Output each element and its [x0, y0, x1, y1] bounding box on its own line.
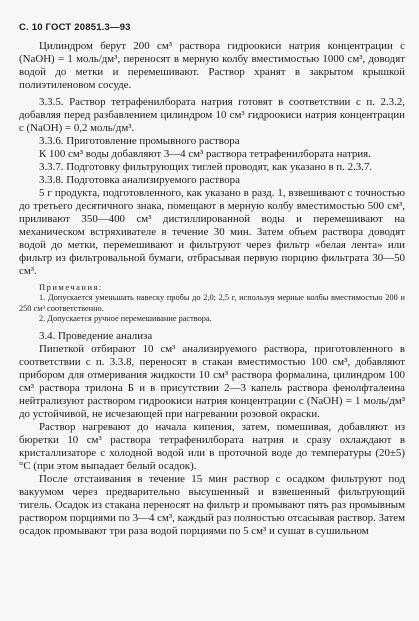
- paragraph-3-3-7: 3.3.7. Подготовку фильтрующих тиглей проводят, как указано в п. 2.3.7.: [39, 161, 373, 173]
- note-1: 1. Допускается уменьшать навеску пробы до 2,0; 2,5 г, используя мерные колбы вместимостью 200 и 250 см³ соответственно.: [19, 293, 405, 313]
- paragraph-sample-preparation: 5 г продукта, подготовленного, как указано в разд. 1, взвешивают с точностью до третьего десятичного знака, помещают в мерную колбу вместимостью 500 см³, приливают 350—400 см³ дистиллированной воды и перемешивают на механическом встряхивателе в течение 30 мин. Затем объем раствора доводят водой до метки, перемешивают и фильтруют через фильтр «белая лента» или фильтр из фильтровальной бумаги, отбрасывая первую порцию фильтрата 30—50 см³.: [19, 187, 405, 277]
- paragraph-naoh-solution: Цилиндром берут 200 см³ раствора гидроокиси натрия концентрации с (NaOH) = 1 моль/дм³, переносят в мерную колбу вместимостью 1000 см³, доводят водой до метки и перемешивают. Раствор хранят в закрытом крышкой полиэтиленовом сосуде.: [19, 40, 405, 91]
- section-3-3-8-heading: 3.3.8. Подготовка анализируемого раствора: [39, 174, 240, 186]
- section-3-4-heading: 3.4. Проведение анализа: [39, 329, 153, 342]
- paragraph-analysis-1: Пипеткой отбирают 10 см³ анализируемого раствора, приготовленного в соответствии с п. 3.3.8, переносят в стакан вместимостью 100 см³, добавляют прибором для отмеривания жидкости 10 см³ раствора формалина, цилиндром 100 см³ раствора трилона Б и в присутствии 2—3 капель раствора фенолфталеина нейтрализуют раствором гидроокиси натрия концентрации с (NaOH) = 1 моль/дм³ до устойчивой, не исчезающей при нагревании розовой окраски.: [19, 342, 405, 420]
- paragraph-analysis-3: После отстаивания в течение 15 мин раствор с осадком фильтруют под вакуумом через предварительно высушенный и взвешенный фильтрующий тигель. Осадок из стакана переносят на фильтр и промывают пять раз промывным раствором порциями по 3—4 см³, каждый раз полностью отсасывая раствор. Затем осадок промывают три раза водой порциями по 5 см³ и сушат в сушильном: [19, 472, 405, 537]
- page-header: С. 10 ГОСТ 20851.3—93: [19, 22, 131, 33]
- paragraph-analysis-2: Раствор нагревают до начала кипения, затем, помешивая, добавляют из бюретки 10 см³ раствора тетрафенилбората натрия и сразу охлаждают в кристаллизаторе с холодной водой или в проточной воде до температуры (20±5) °С (при этом выпадает белый осадок).: [19, 420, 405, 472]
- paragraph-wash-solution: К 100 см³ воды добавляют 3—4 см³ раствора тетрафенилбората натрия.: [39, 148, 371, 160]
- note-2: 2. Допускается ручное перемешивание раствора.: [39, 314, 212, 323]
- notes-title: Примечания:: [39, 282, 103, 292]
- section-3-3-6-heading: 3.3.6. Приготовление промывного раствора: [39, 135, 240, 147]
- paragraph-3-3-5: 3.3.5. Раствор тетрафенилбората натрия готовят в соответствии с п. 2.3.2, добавляя перед разбавлением цилиндром 10 см³ гидроокиси натрия концентрации с (NaOH) = 0,2 моль/дм³.: [19, 96, 405, 134]
